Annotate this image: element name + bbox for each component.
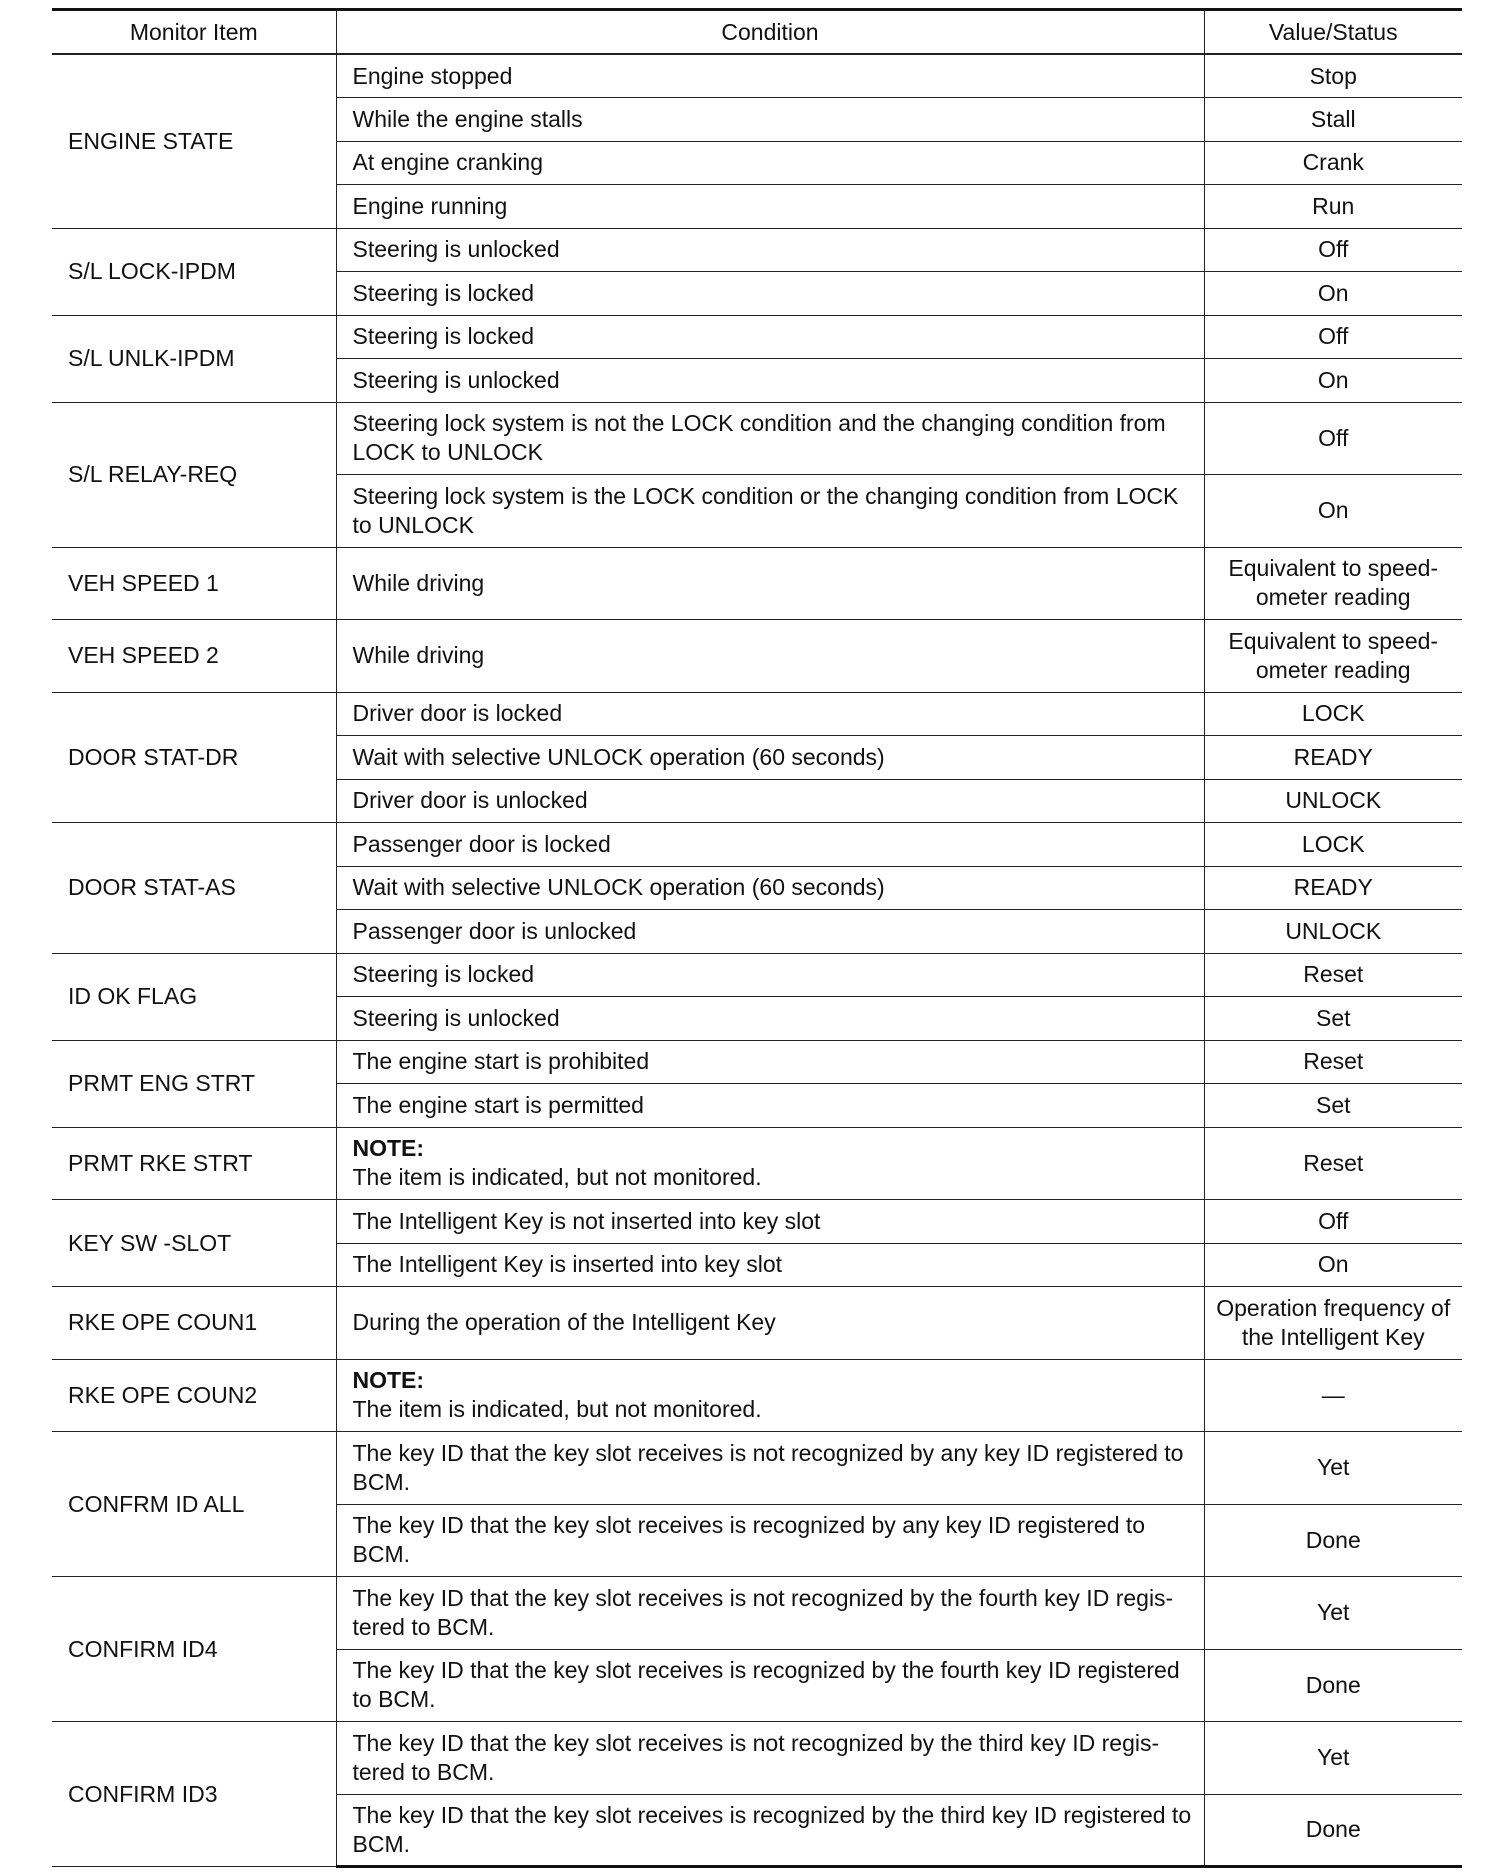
value-status-cell: Off — [1204, 402, 1462, 475]
monitor-item-cell: RKE OPE COUN1 — [52, 1287, 336, 1360]
value-status-cell: UNLOCK — [1204, 910, 1462, 954]
condition-cell — [336, 1504, 1204, 1577]
condition-text: Passenger door is locked — [352, 830, 611, 857]
condition-cell — [336, 185, 1204, 229]
condition-cell — [336, 228, 1204, 272]
monitor-item-cell: ID OK FLAG — [52, 953, 336, 1040]
condition-cell — [336, 692, 1204, 736]
value-status-cell: Yet — [1204, 1722, 1462, 1795]
condition-text: The item is indicated, but not monitored. — [352, 1164, 762, 1191]
condition-cell — [336, 402, 1204, 475]
table-row — [52, 402, 1462, 475]
table-row — [52, 1200, 1462, 1244]
condition-text: Steering is unlocked — [352, 236, 560, 263]
condition-cell — [336, 315, 1204, 359]
value-status-cell: Set — [1204, 997, 1462, 1041]
value-status-cell: On — [1204, 359, 1462, 403]
condition-text: Steering is unlocked — [352, 366, 560, 393]
value-status-cell: Operation frequency of the Intelligent Key — [1204, 1287, 1462, 1360]
condition-cell — [336, 475, 1204, 548]
monitor-item-cell: ENGINE STATE — [52, 54, 336, 228]
condition-text: The key ID that the key slot receives is not recognized by the fourth key ID regis-tered to BCM. — [352, 1584, 1174, 1640]
condition-text: Steering lock system is not the LOCK condition and the changing condition from LOCK to UNLOCK — [352, 410, 1166, 466]
condition-text: The key ID that the key slot receives is recognized by the third key ID registered to BCM. — [352, 1801, 1192, 1857]
table-header-row — [52, 10, 1462, 55]
condition-text: Steering is locked — [352, 323, 535, 350]
condition-text: The engine start is prohibited — [352, 1048, 650, 1075]
value-status-cell: UNLOCK — [1204, 779, 1462, 823]
monitor-item-cell: KEY SW -SLOT — [52, 1200, 336, 1287]
condition-cell — [336, 736, 1204, 780]
header-value-status: Value/Status — [1204, 10, 1462, 55]
table-row — [52, 1722, 1462, 1795]
monitor-item-cell: CONFRM ID ALL — [52, 1432, 336, 1577]
condition-cell — [336, 141, 1204, 185]
condition-text: The key ID that the key slot receives is not recognized by any key ID registered to BCM. — [352, 1439, 1184, 1495]
condition-text: Passenger door is unlocked — [352, 917, 637, 944]
condition-cell — [336, 1432, 1204, 1505]
value-status-cell: Run — [1204, 185, 1462, 229]
condition-text: Wait with selective UNLOCK operation (60 seconds) — [352, 743, 885, 770]
condition-cell — [336, 823, 1204, 867]
value-status-cell: Equivalent to speed-ometer reading — [1204, 620, 1462, 693]
table-row — [52, 953, 1462, 997]
condition-text: The Intelligent Key is inserted into key slot — [352, 1251, 783, 1278]
value-status-cell: Yet — [1204, 1432, 1462, 1505]
condition-cell — [336, 1084, 1204, 1128]
condition-text: At engine cranking — [352, 149, 544, 176]
value-status-cell: Set — [1204, 1084, 1462, 1128]
condition-text: The key ID that the key slot receives is not recognized by the third key ID regis-tered to BCM. — [352, 1729, 1160, 1785]
monitor-item-cell: VEH SPEED 2 — [52, 620, 336, 693]
condition-text: Driver door is locked — [352, 700, 563, 727]
condition-text: During the operation of the Intelligent Key — [352, 1309, 776, 1336]
value-status-cell: Done — [1204, 1504, 1462, 1577]
monitor-item-cell: CONFIRM ID3 — [52, 1722, 336, 1867]
value-status-cell: Stop — [1204, 54, 1462, 98]
condition-text: Wait with selective UNLOCK operation (60 seconds) — [352, 874, 885, 901]
condition-cell — [336, 359, 1204, 403]
condition-text: The key ID that the key slot receives is recognized by the fourth key ID registered to BCM. — [352, 1657, 1180, 1713]
condition-text: The item is indicated, but not monitored. — [352, 1396, 762, 1423]
value-status-cell: Reset — [1204, 1040, 1462, 1084]
note-label: NOTE: — [352, 1135, 425, 1162]
value-status-cell: On — [1204, 272, 1462, 316]
condition-cell — [336, 620, 1204, 693]
value-status-cell: Equivalent to speed-ometer reading — [1204, 547, 1462, 620]
condition-text: Steering is locked — [352, 279, 535, 306]
condition-cell — [336, 547, 1204, 620]
value-status-cell: Off — [1204, 1200, 1462, 1244]
condition-cell — [336, 1794, 1204, 1867]
table-row — [52, 315, 1462, 359]
condition-text: Engine running — [352, 192, 508, 219]
monitor-item-cell: VEH SPEED 1 — [52, 547, 336, 620]
condition-text: The engine start is permitted — [352, 1091, 644, 1118]
table-row — [52, 1577, 1462, 1650]
value-status-cell: Off — [1204, 228, 1462, 272]
table-body — [52, 54, 1462, 1867]
condition-cell — [336, 779, 1204, 823]
monitor-item-cell: S/L UNLK-IPDM — [52, 315, 336, 402]
value-status-cell: READY — [1204, 866, 1462, 910]
condition-cell — [336, 866, 1204, 910]
table-row — [52, 1127, 1462, 1200]
condition-cell — [336, 1243, 1204, 1287]
monitor-item-table — [52, 8, 1462, 1868]
value-status-cell: LOCK — [1204, 692, 1462, 736]
monitor-item-cell: S/L RELAY-REQ — [52, 402, 336, 547]
condition-cell — [336, 1359, 1204, 1432]
value-status-cell: Off — [1204, 315, 1462, 359]
condition-text: The Intelligent Key is not inserted into key slot — [352, 1207, 821, 1234]
monitor-item-cell: CONFIRM ID4 — [52, 1577, 336, 1722]
condition-cell — [336, 953, 1204, 997]
condition-cell — [336, 997, 1204, 1041]
value-status-cell: Reset — [1204, 1127, 1462, 1200]
table-row — [52, 1432, 1462, 1505]
value-status-cell: — — [1204, 1359, 1462, 1432]
condition-cell — [336, 1040, 1204, 1084]
condition-text: Engine stopped — [352, 62, 513, 89]
table-row — [52, 547, 1462, 620]
condition-text: While the engine stalls — [352, 105, 583, 132]
table-row — [52, 54, 1462, 98]
monitor-item-cell: RKE OPE COUN2 — [52, 1359, 336, 1432]
value-status-cell: On — [1204, 475, 1462, 548]
table-row — [52, 1287, 1462, 1360]
monitor-item-cell: DOOR STAT-DR — [52, 692, 336, 823]
table-row — [52, 228, 1462, 272]
header-condition: Condition — [336, 10, 1204, 55]
condition-cell — [336, 272, 1204, 316]
note-label: NOTE: — [352, 1367, 425, 1394]
condition-cell — [336, 1200, 1204, 1244]
monitor-item-cell: DOOR STAT-AS — [52, 823, 336, 954]
value-status-cell: Crank — [1204, 141, 1462, 185]
value-status-cell: Done — [1204, 1794, 1462, 1867]
condition-text: While driving — [352, 642, 485, 669]
value-status-cell: Done — [1204, 1649, 1462, 1722]
table-row — [52, 1359, 1462, 1432]
table-row — [52, 692, 1462, 736]
condition-cell — [336, 1722, 1204, 1795]
condition-cell — [336, 54, 1204, 98]
table-row — [52, 1040, 1462, 1084]
condition-cell — [336, 910, 1204, 954]
value-status-cell: READY — [1204, 736, 1462, 780]
header-monitor-item: Monitor Item — [52, 10, 336, 55]
condition-text: Steering lock system is the LOCK condition or the changing condition from LOCK to UNLOCK — [352, 482, 1179, 538]
condition-text: Steering is unlocked — [352, 1004, 560, 1031]
value-status-cell: Reset — [1204, 953, 1462, 997]
condition-cell — [336, 1127, 1204, 1200]
value-status-cell: On — [1204, 1243, 1462, 1287]
condition-text: The key ID that the key slot receives is recognized by any key ID registered to BCM. — [352, 1512, 1146, 1568]
monitor-item-cell: PRMT RKE STRT — [52, 1127, 336, 1200]
monitor-item-cell: PRMT ENG STRT — [52, 1040, 336, 1127]
monitor-item-cell: S/L LOCK-IPDM — [52, 228, 336, 315]
condition-text: While driving — [352, 569, 485, 596]
condition-cell — [336, 98, 1204, 142]
condition-cell — [336, 1649, 1204, 1722]
condition-text: Driver door is unlocked — [352, 787, 588, 814]
condition-text: Steering is locked — [352, 961, 535, 988]
table-row — [52, 823, 1462, 867]
condition-cell — [336, 1577, 1204, 1650]
value-status-cell: LOCK — [1204, 823, 1462, 867]
condition-cell — [336, 1287, 1204, 1360]
table-row — [52, 620, 1462, 693]
value-status-cell: Yet — [1204, 1577, 1462, 1650]
value-status-cell: Stall — [1204, 98, 1462, 142]
